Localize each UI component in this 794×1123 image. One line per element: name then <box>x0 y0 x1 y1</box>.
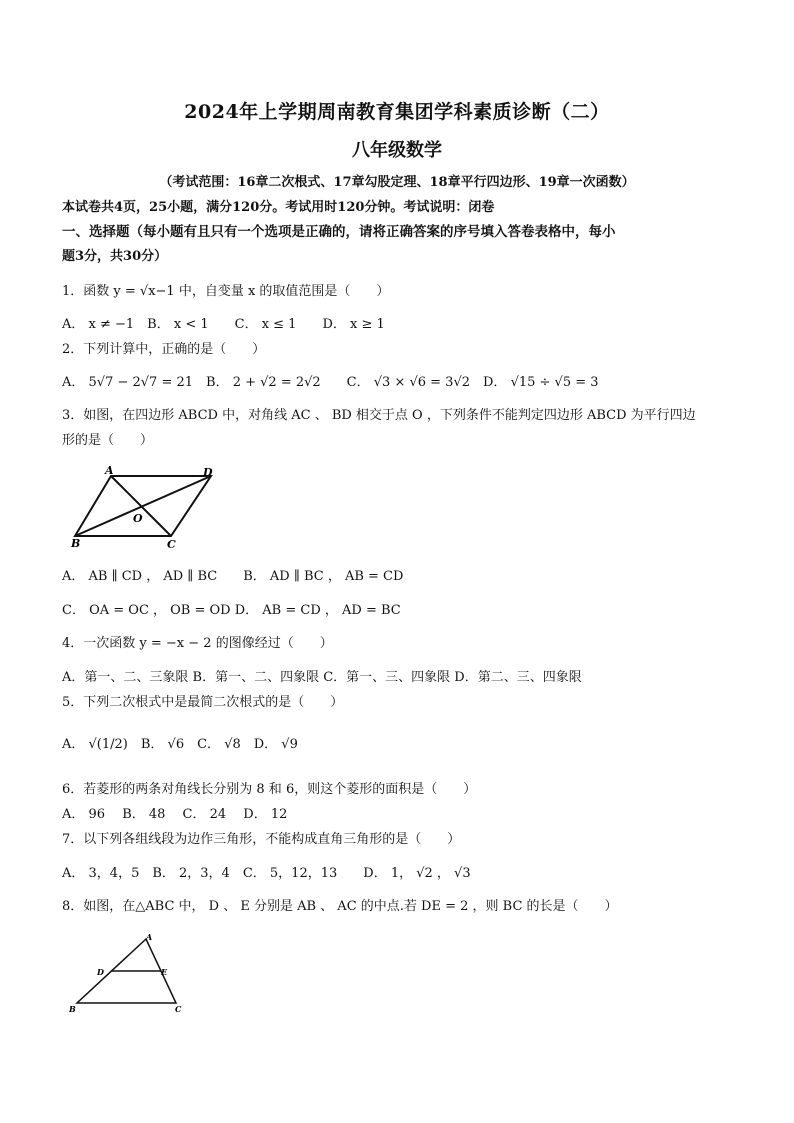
exam-info: 本试卷共4页，25小题，满分120分。考试用时120分钟。考试说明：闭卷 <box>62 200 495 215</box>
label-d: D <box>203 466 213 479</box>
q2-options: A． 5√7 − 2√7 = 21 B． 2 + √2 = 2√2 C． √3 × √6 = 3√2 D． √15 ÷ √5 = 3 <box>62 375 599 390</box>
q4-stem: 4．一次函数 y = −x − 2 的图像经过（ ） <box>62 636 333 651</box>
q7-options: A． 3，4，5 B． 2，3，4 C． 5，12，13 D． 1， √2 ， √3 <box>62 866 471 881</box>
label-a: A <box>146 932 153 942</box>
q3-options-line2: C． OA = OC ， OB = OD D． AB = CD ， AD = BC <box>62 603 401 618</box>
q8-stem: 8．如图，在△ABC 中， D 、 E 分别是 AB 、 AC 的中点.若 DE = 2 ，则 BC 的长是（ ） <box>62 899 618 914</box>
label-a: A <box>105 464 114 477</box>
exam-subtitle: 八年级数学 <box>352 140 442 161</box>
q6-options: A． 96 B． 48 C． 24 D． 12 <box>62 807 288 822</box>
q5-options: A． √(1/2) B． √6 C． √8 D． √9 <box>62 737 298 752</box>
q1-stem: 1．函数 y = √x−1 中，自变量 x 的取值范围是（ ） <box>62 284 390 299</box>
label-c: C <box>175 1004 182 1014</box>
q7-stem: 7．以下列各组线段为边作三角形，不能构成直角三角形的是（ ） <box>62 832 461 847</box>
label-c: C <box>167 538 176 551</box>
parallelogram-figure <box>64 464 224 554</box>
q3-stem-line1: 3．如图，在四边形 ABCD 中，对角线 AC 、 BD 相交于点 O ，下列条件不能判定四边形 ABCD 为平行四边 <box>62 408 696 423</box>
q5-stem: 5．下列二次根式中是最简二次根式的是（ ） <box>62 695 344 710</box>
label-o: O <box>133 512 143 525</box>
label-d: D <box>97 967 104 977</box>
q2-stem: 2．下列计算中，正确的是（ ） <box>62 342 266 357</box>
exam-scope: （考试范围：16章二次根式、17章勾股定理、18章平行四边形、19章一次函数） <box>159 175 635 190</box>
exam-title: 2024年上学期周南教育集团学科素质诊断（二） <box>184 101 610 123</box>
q1-options: A． x ≠ −1 B． x < 1 C． x ≤ 1 D． x ≥ 1 <box>62 317 385 332</box>
q6-stem: 6．若菱形的两条对角线长分别为 8 和 6，则这个菱形的面积是（ ） <box>62 782 477 797</box>
label-b: B <box>71 537 81 550</box>
section-heading-line1: 一、选择题（每小题有且只有一个选项是正确的，请将正确答案的序号填入答卷表格中，每小 <box>62 224 616 240</box>
section-heading-line2: 题3分，共30分） <box>62 249 168 264</box>
triangle-figure <box>64 930 194 1020</box>
q3-stem-line2: 形的是（ ） <box>62 433 154 448</box>
label-e: E <box>161 967 168 977</box>
q3-options-line1: A． AB ∥ CD ， AD ∥ BC B． AD ∥ BC ， AB = CD <box>62 569 404 584</box>
label-b: B <box>69 1004 76 1014</box>
q4-options: A．第一、二、三象限 B．第一、二、四象限 C．第一、三、四象限 D．第二、三、四象限 <box>62 670 582 685</box>
